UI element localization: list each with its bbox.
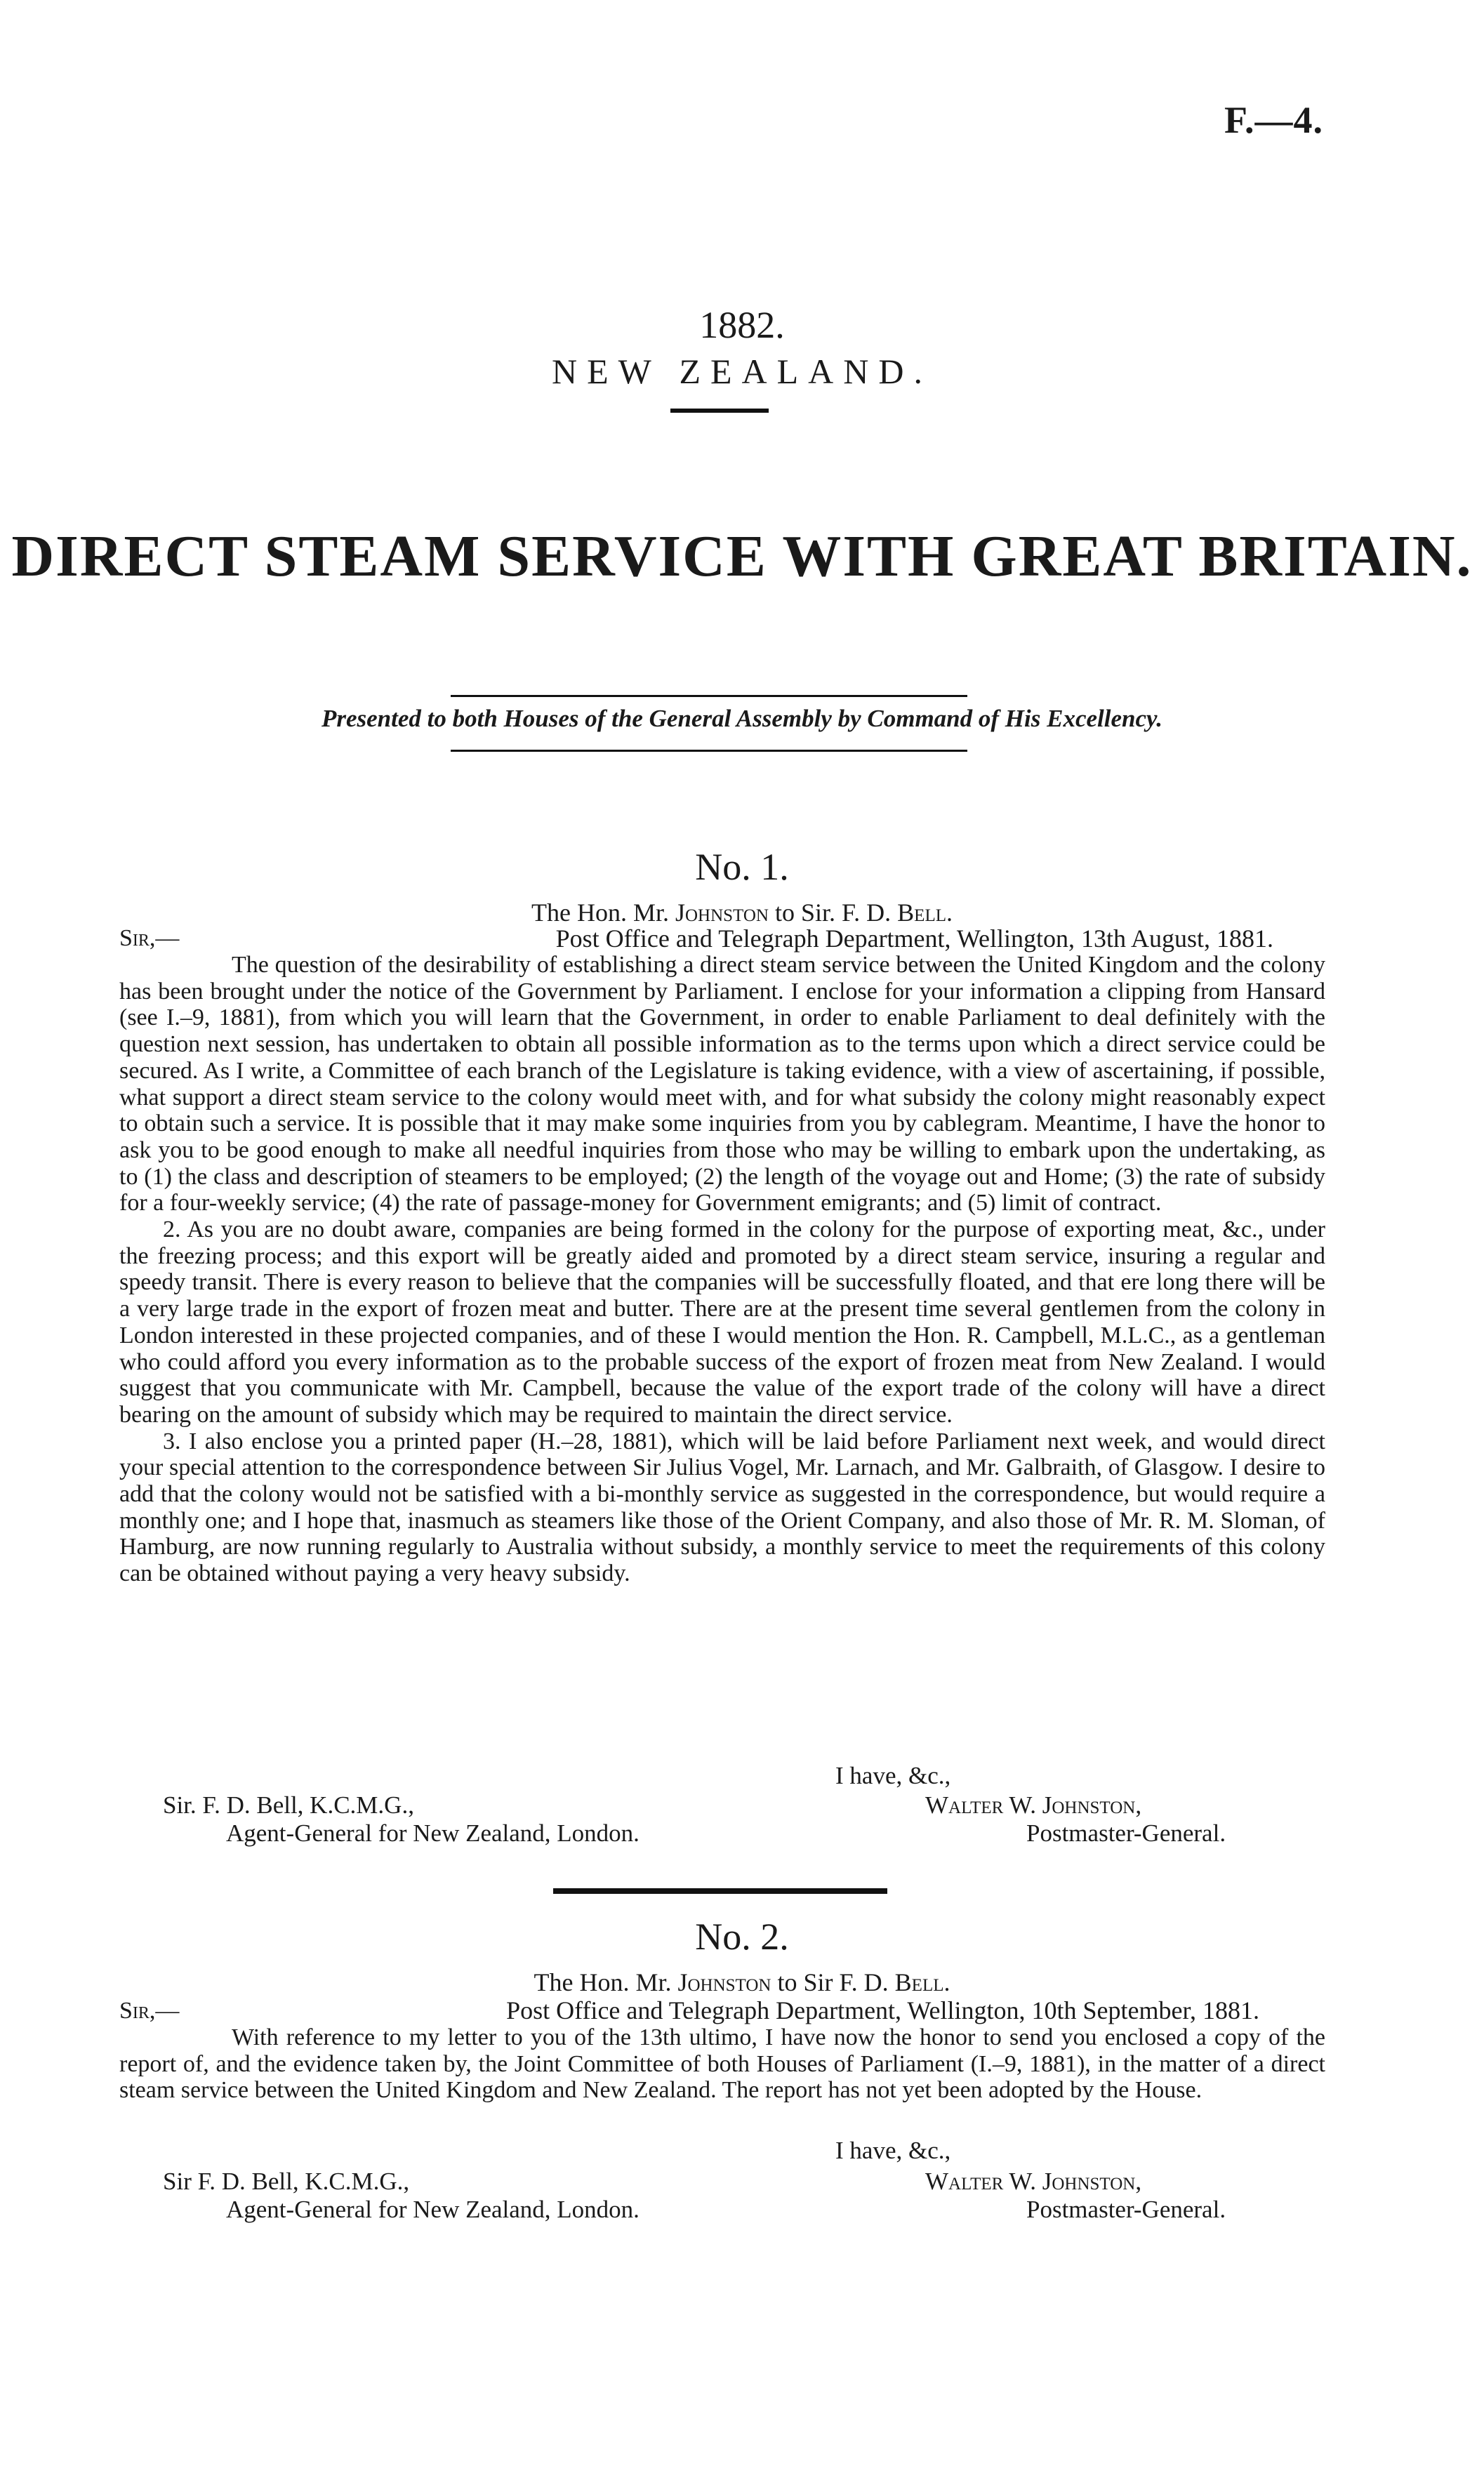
letter-separator <box>553 1888 887 1894</box>
letter-2-body <box>119 2024 1325 2104</box>
document-title: DIRECT STEAM SERVICE WITH GREAT BRITAIN. <box>11 524 1473 589</box>
letter-2-recipient-name: Sir F. D. Bell, K.C.M.G., <box>163 2168 410 2195</box>
letter-2-closing: I have, &c., <box>835 2137 951 2164</box>
letter-1-body <box>119 952 1325 1587</box>
presented-line: Presented to both Houses of the General Assembly by Command of His Excellency. <box>321 705 1163 732</box>
letter-2-place-date: Post Office and Telegraph Department, Wellington, 10th September, 1881. <box>506 1996 1259 2024</box>
letter-2-number: No. 2. <box>695 1916 789 1958</box>
letter-1-signatory-title: Postmaster-General. <box>1026 1819 1226 1847</box>
letter-2-salutation: Sir,— <box>119 1998 180 2024</box>
paper-reference: F.—4. <box>1224 99 1324 141</box>
letter-1-paragraph-3: 3. I also enclose you a printed paper (H.–28, 1881), which will be laid before Parliament next week, and would direct your special attention to the correspondence between Sir Julius Vogel, Mr. Larnach, and Mr. Galbraith, of Glasgow. I desire to add that the colony would not be satisfied with a bi-monthly service as suggested in the correspondence, but would require a monthly one; and I hope that, inasmuch as steamers like those of the Orient Company, and also those of Mr. R. M. Sloman, of Hamburg, are now running regularly to Australia without subsidy, a monthly service to meet the requirements of this colony can be obtained without paying a very heavy subsidy. <box>119 1428 1325 1587</box>
presented-rule-top <box>451 695 967 697</box>
letter-1-number: No. 1. <box>695 846 789 888</box>
letter-2-signatory-name: Walter W. Johnston, <box>925 2168 1142 2195</box>
presented-rule-bottom <box>451 750 967 752</box>
letter-1-closing: I have, &c., <box>835 1762 951 1789</box>
letter-1-recipient-name: Sir. F. D. Bell, K.C.M.G., <box>163 1791 414 1819</box>
letter-2-addressee: The Hon. Mr. Johnston to Sir F. D. Bell. <box>534 1968 950 1996</box>
letter-1-signatory-name: Walter W. Johnston, <box>925 1791 1142 1819</box>
letter-1-paragraph-2: 2. As you are no doubt aware, companies are being formed in the colony for the purpose of exporting meat, &c., under the freezing process; and this export will be greatly aided and promoted by a direct steam service, insuring a regular and speedy transit. There is every reason to believe that the companies will be successfully floated, and that ere long there will be a very large trade in the export of frozen meat and butter. There are at the present time several gentlemen from the colony in London interested in these projected companies, and of these I would mention the Hon. R. Campbell, M.L.C., as a gentleman who could afford you every information as to the probable success of the export of frozen meat from New Zealand. I would suggest that you communicate with Mr. Campbell, because the value of the export trade of the colony will have a direct bearing on the amount of subsidy which may be required to maintain the direct service. <box>119 1216 1325 1428</box>
letter-2-recipient-title: Agent-General for New Zealand, London. <box>226 2196 640 2223</box>
letter-1-paragraph-1: The question of the desirability of establishing a direct steam service between the United Kingdom and the colony has been brought under the notice of the Government by Parliament. I enclose for your information a clipping from Hansard (see I.–9, 1881), from which you will learn that the Government, in order to enable Parliament to deal definitely with the question next session, has undertaken to obtain all possible information as to the terms upon which a direct service could be secured. As I write, a Committee of each branch of the Legislature is taking evidence, with a view of ascertaining, if possible, what support a direct steam service to the colony would meet with, and for what subsidy the colony might reasonably expect to obtain such a service. It is possible that it may make some inquiries from you by cablegram. Meantime, I have the honor to ask you to be good enough to make all needful inquiries from those who may be willing to embark upon the undertaking, as to (1) the class and description of steamers to be employed; (2) the length of the voyage out and Home; (3) the rate of subsidy for a four-weekly service; (4) the rate of passage-money for Government emigrants; and (5) limit of contract. <box>119 952 1325 1216</box>
document-country: NEW ZEALAND. <box>552 352 932 391</box>
header-divider <box>670 409 769 413</box>
letter-1-addressee: The Hon. Mr. Johnston to Sir. F. D. Bell. <box>531 898 953 927</box>
letter-2-signatory-title: Postmaster-General. <box>1026 2196 1226 2223</box>
letter-1-place-date: Post Office and Telegraph Department, Wellington, 13th August, 1881. <box>555 924 1273 953</box>
letter-1-salutation: Sir,— <box>119 925 180 951</box>
letter-2-paragraph-1: With reference to my letter to you of the 13th ultimo, I have now the honor to send you enclosed a copy of the report of, and the evidence taken by, the Joint Committee of both Houses of Parliament (I.–9, 1881), in the matter of a direct steam service between the United Kingdom and New Zealand. The report has not yet been adopted by the House. <box>119 2024 1325 2104</box>
letter-1-recipient-title: Agent-General for New Zealand, London. <box>226 1819 640 1847</box>
document-year: 1882. <box>699 304 785 346</box>
